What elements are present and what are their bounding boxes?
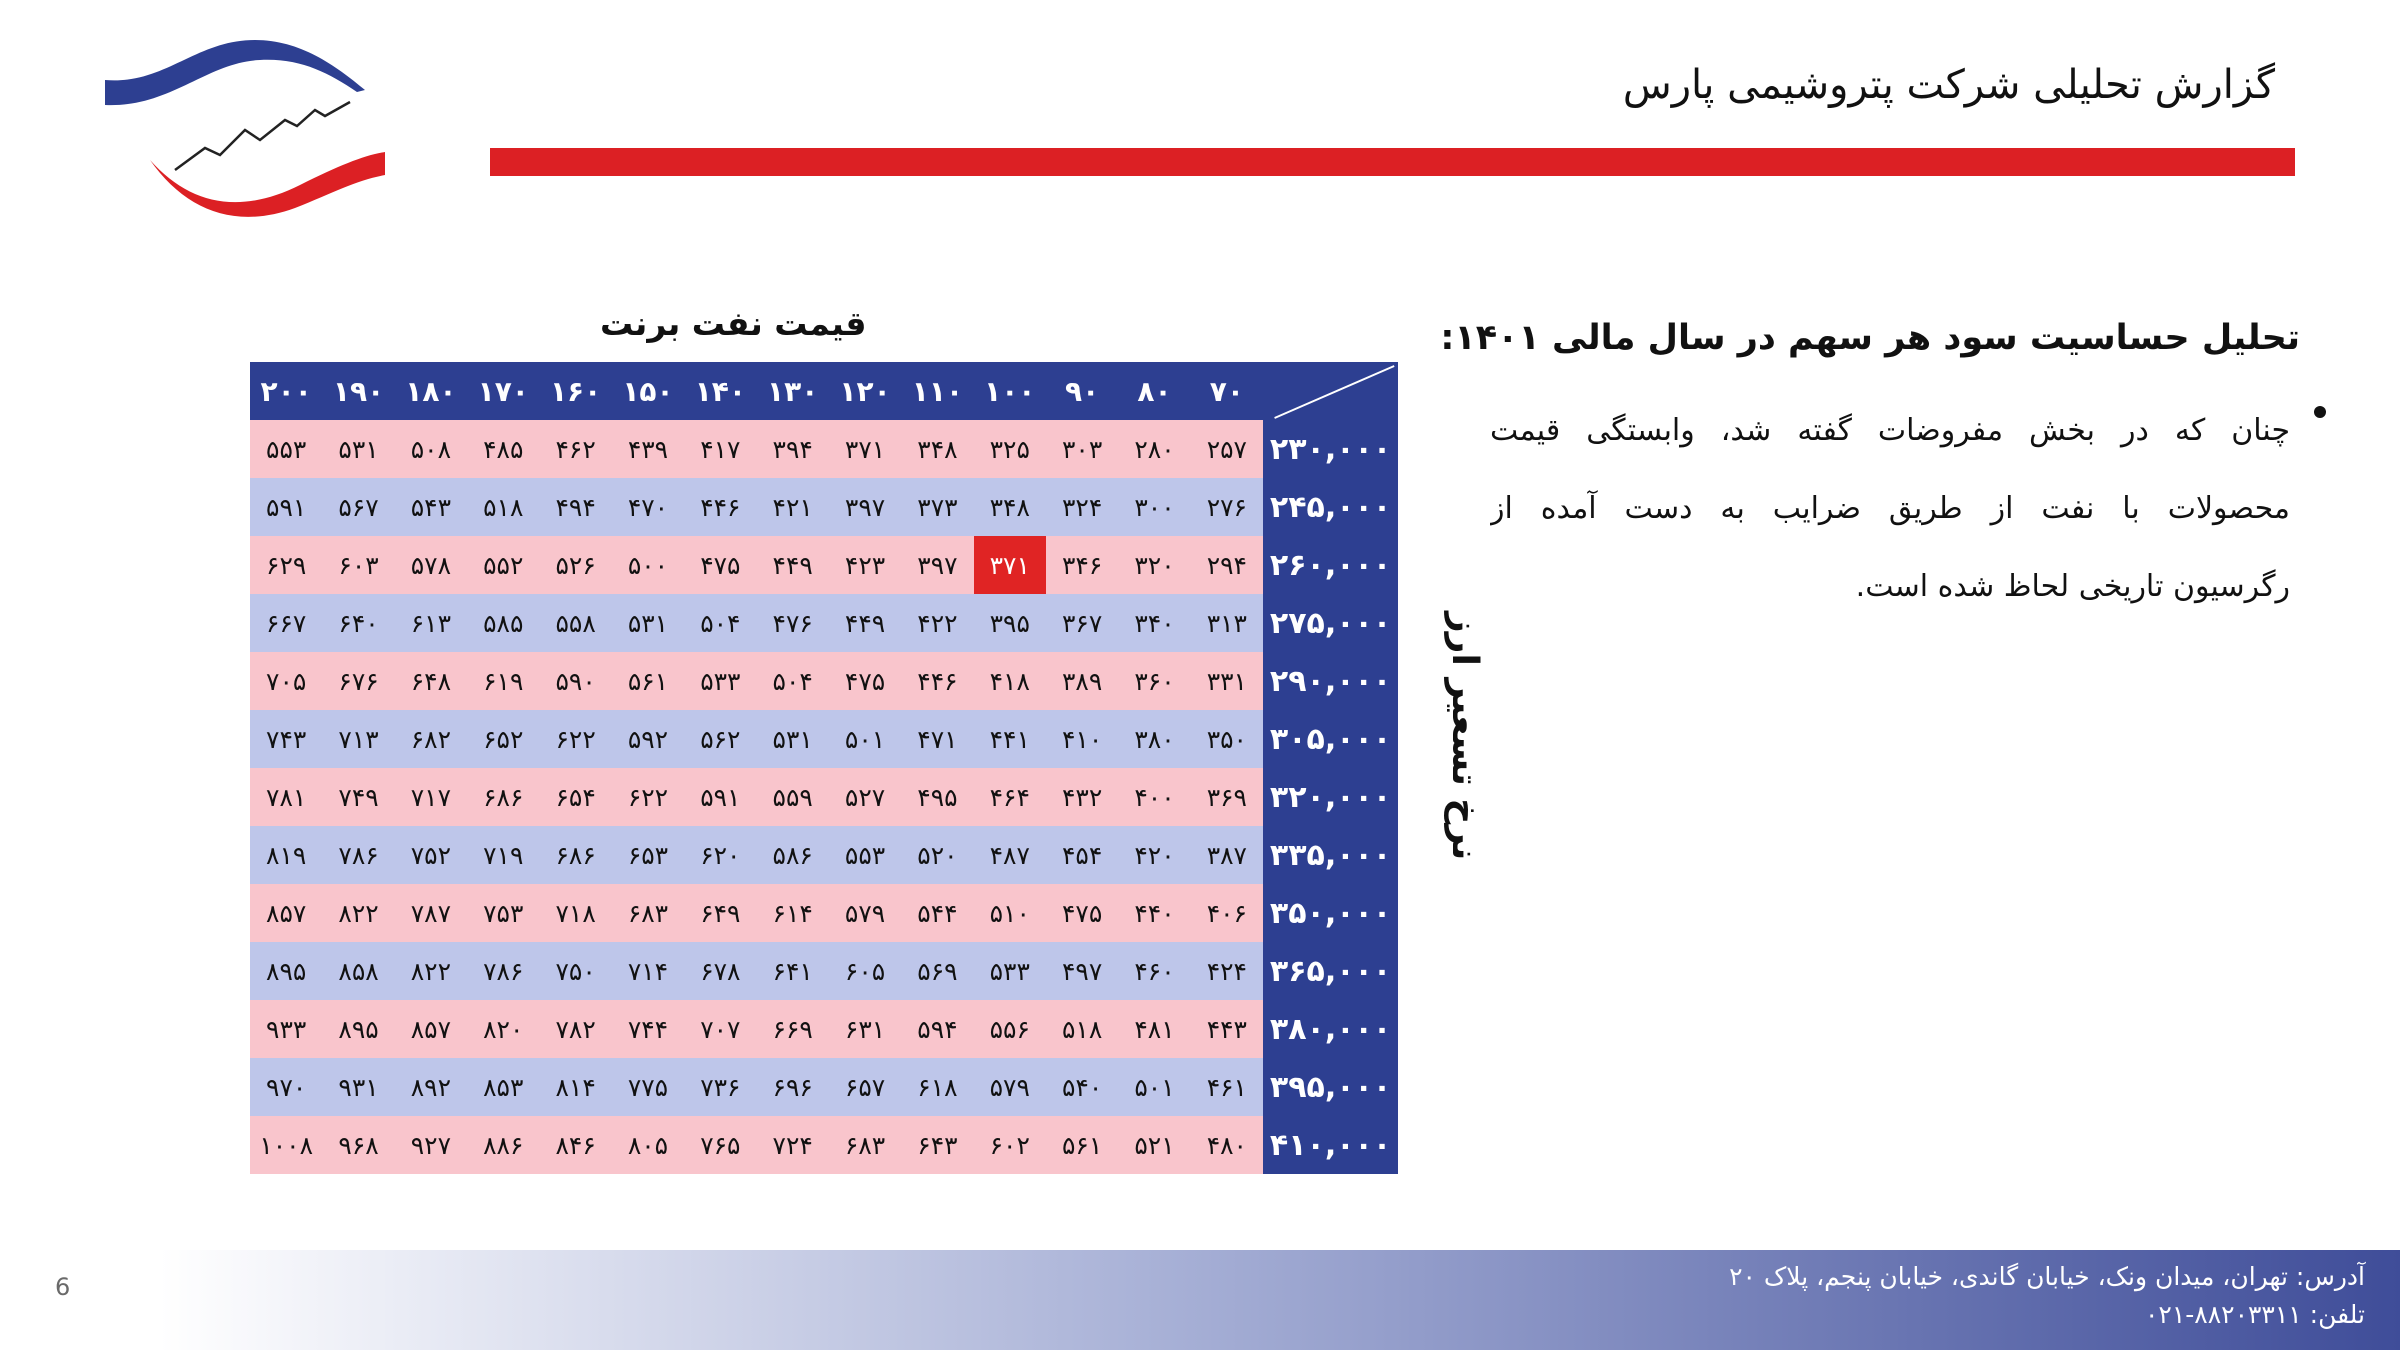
table-cell: ۳۹۵: [974, 594, 1046, 652]
row-header: ۲۹۰,۰۰۰: [1263, 652, 1398, 710]
table-cell: ۳۵۰: [1191, 710, 1263, 768]
table-cell: ۶۴۳: [901, 1116, 973, 1174]
table-cell: ۳۴۶: [1046, 536, 1118, 594]
table-cell: ۸۸۶: [467, 1116, 539, 1174]
column-axis-label: قیمت نفت برنت: [600, 304, 867, 343]
column-header: ۲۰۰: [250, 362, 322, 420]
row-header: ۲۷۵,۰۰۰: [1263, 594, 1398, 652]
table-cell: ۳۸۹: [1046, 652, 1118, 710]
bullet-line-3: رگرسیون تاریخی لحاظ شده است.: [1855, 569, 2290, 604]
table-cell: ۴۷۶: [757, 594, 829, 652]
table-cell: ۴۰۰: [1118, 768, 1190, 826]
table-cell: ۷۸۶: [322, 826, 394, 884]
table-cell: ۷۲۴: [757, 1116, 829, 1174]
table-cell: ۳۷۱: [829, 420, 901, 478]
table-cell: ۶۳۱: [829, 1000, 901, 1058]
table-cell: ۵۲۱: [1118, 1116, 1190, 1174]
column-header: ۱۷۰: [467, 362, 539, 420]
table-cell: ۵۹۱: [684, 768, 756, 826]
row-header: ۳۹۵,۰۰۰: [1263, 1058, 1398, 1116]
table-cell: ۴۲۳: [829, 536, 901, 594]
header-red-bar: [490, 148, 2295, 176]
table-cell: ۵۹۰: [539, 652, 611, 710]
table-cell: ۹۲۷: [395, 1116, 467, 1174]
table-cell: ۵۴۳: [395, 478, 467, 536]
table-cell: ۵۵۲: [467, 536, 539, 594]
row-header: ۲۶۰,۰۰۰: [1263, 536, 1398, 594]
bullet-icon: [2314, 406, 2326, 418]
table-cell: ۳۶۷: [1046, 594, 1118, 652]
company-logo: [95, 30, 385, 220]
table-cell: ۷۰۵: [250, 652, 322, 710]
table-cell: ۶۵۲: [467, 710, 539, 768]
column-header: ۸۰: [1118, 362, 1190, 420]
row-header: ۳۰۵,۰۰۰: [1263, 710, 1398, 768]
table-cell: ۳۲۴: [1046, 478, 1118, 536]
table-cell: ۴۳۹: [612, 420, 684, 478]
table-cell: ۴۲۰: [1118, 826, 1190, 884]
table-cell: ۶۸۶: [467, 768, 539, 826]
column-header: ۱۱۰: [901, 362, 973, 420]
table-cell: ۷۵۳: [467, 884, 539, 942]
table-cell: ۵۹۱: [250, 478, 322, 536]
table-cell: ۸۵۸: [322, 942, 394, 1000]
table-cell: ۵۹۲: [612, 710, 684, 768]
table-cell: ۴۱۰: [1046, 710, 1118, 768]
section-heading: تحلیل حساسیت سود هر سهم در سال مالی ۱۴۰۱:: [1440, 318, 2300, 358]
row-header: ۴۱۰,۰۰۰: [1263, 1116, 1398, 1174]
table-cell: ۶۹۶: [757, 1058, 829, 1116]
table-cell: ۲۹۴: [1191, 536, 1263, 594]
table-cell: ۶۰۲: [974, 1116, 1046, 1174]
row-header: ۲۳۰,۰۰۰: [1263, 420, 1398, 478]
table-cell: ۶۶۷: [250, 594, 322, 652]
table-cell: ۳۹۷: [901, 536, 973, 594]
table-cell: ۳۸۷: [1191, 826, 1263, 884]
table-cell: ۷۷۵: [612, 1058, 684, 1116]
table-cell: ۶۴۸: [395, 652, 467, 710]
table-cell: ۴۱۸: [974, 652, 1046, 710]
table-row: [250, 478, 1398, 536]
table-row: [250, 768, 1398, 826]
logo-blue-wave: [105, 40, 365, 105]
table-cell: ۳۰۰: [1118, 478, 1190, 536]
table-cell: ۵۰۸: [395, 420, 467, 478]
table-cell: ۵۵۸: [539, 594, 611, 652]
table-cell: ۵۶۹: [901, 942, 973, 1000]
table-cell: ۶۱۴: [757, 884, 829, 942]
row-header: ۳۲۰,۰۰۰: [1263, 768, 1398, 826]
table-cell: ۶۵۷: [829, 1058, 901, 1116]
table-cell: ۶۱۳: [395, 594, 467, 652]
table-row: [250, 942, 1398, 1000]
table-cell: ۴۶۰: [1118, 942, 1190, 1000]
table-cell: ۵۴۴: [901, 884, 973, 942]
table-cell: ۴۴۹: [829, 594, 901, 652]
table-cell: ۴۴۶: [901, 652, 973, 710]
table-cell: ۵۰۰: [612, 536, 684, 594]
table-cell: ۷۱۳: [322, 710, 394, 768]
table-row: [250, 594, 1398, 652]
table-cell: ۶۱۸: [901, 1058, 973, 1116]
table-cell: ۳۲۰: [1118, 536, 1190, 594]
table-cell: ۴۷۵: [829, 652, 901, 710]
table-cell: ۵۲۰: [901, 826, 973, 884]
table-cell: ۸۵۷: [395, 1000, 467, 1058]
table-cell: ۶۸۶: [539, 826, 611, 884]
bullet-line-2: محصولات با نفت از طریق ضرایب به دست آمده از: [1490, 491, 2290, 526]
table-row: [250, 710, 1398, 768]
table-cell: ۷۸۷: [395, 884, 467, 942]
table-cell: ۶۰۵: [829, 942, 901, 1000]
table-cell: ۶۷۶: [322, 652, 394, 710]
table-cell: ۳۶۰: [1118, 652, 1190, 710]
table-cell: ۶۸۳: [829, 1116, 901, 1174]
table-cell: ۵۵۳: [829, 826, 901, 884]
table-cell: ۵۱۸: [1046, 1000, 1118, 1058]
bullet-paragraph: [1490, 392, 2290, 626]
table-cell: ۷۸۶: [467, 942, 539, 1000]
table-cell: ۸۲۲: [322, 884, 394, 942]
table-cell: ۳۹۴: [757, 420, 829, 478]
table-cell: ۴۷۱: [901, 710, 973, 768]
footer-phone: تلفن: ۸۸۲۰۳۳۱۱-۰۲۱: [2144, 1300, 2365, 1329]
table-cell: ۴۷۵: [684, 536, 756, 594]
row-header: ۳۵۰,۰۰۰: [1263, 884, 1398, 942]
table-cell: ۵۰۱: [1118, 1058, 1190, 1116]
table-cell: ۳۱۳: [1191, 594, 1263, 652]
table-cell: ۶۵۴: [539, 768, 611, 826]
table-cell: ۵۲۶: [539, 536, 611, 594]
table-cell: ۴۲۴: [1191, 942, 1263, 1000]
highlighted-cell: ۳۷۱: [974, 536, 1046, 594]
table-cell: ۵۶۱: [1046, 1116, 1118, 1174]
table-cell: ۴۶۲: [539, 420, 611, 478]
column-header: ۱۳۰: [757, 362, 829, 420]
table-cell: ۵۴۰: [1046, 1058, 1118, 1116]
table-cell: ۵۸۵: [467, 594, 539, 652]
column-header: ۱۶۰: [539, 362, 611, 420]
table-cell: ۴۲۲: [901, 594, 973, 652]
table-cell: ۸۲۲: [395, 942, 467, 1000]
table-cell: ۵۹۴: [901, 1000, 973, 1058]
table-cell: ۵۰۴: [757, 652, 829, 710]
table-cell: ۵۳۱: [757, 710, 829, 768]
table-cell: ۴۲۱: [757, 478, 829, 536]
table-cell: ۲۷۶: [1191, 478, 1263, 536]
table-cell: ۷۴۹: [322, 768, 394, 826]
table-cell: ۱۰۰۸: [250, 1116, 322, 1174]
table-header-row: [250, 362, 1398, 420]
table-cell: ۷۵۰: [539, 942, 611, 1000]
table-cell: ۴۴۰: [1118, 884, 1190, 942]
table-cell: ۵۳۳: [684, 652, 756, 710]
table-cell: ۷۰۷: [684, 1000, 756, 1058]
table-cell: ۶۸۲: [395, 710, 467, 768]
table-cell: ۵۳۳: [974, 942, 1046, 1000]
sensitivity-table: [250, 362, 1398, 1174]
table-cell: ۹۷۰: [250, 1058, 322, 1116]
column-header: ۹۰: [1046, 362, 1118, 420]
table-cell: ۶۲۲: [539, 710, 611, 768]
table-row: [250, 652, 1398, 710]
table-cell: ۷۸۱: [250, 768, 322, 826]
table-cell: ۴۴۳: [1191, 1000, 1263, 1058]
table-cell: ۷۶۵: [684, 1116, 756, 1174]
footer-contact: [1729, 1258, 2365, 1334]
table-row: [250, 1058, 1398, 1116]
table-cell: ۳۴۰: [1118, 594, 1190, 652]
row-axis-label: نرخ تسعیر ارز: [1444, 611, 1485, 860]
table-cell: ۶۰۳: [322, 536, 394, 594]
table-cell: ۸۱۴: [539, 1058, 611, 1116]
table-cell: ۶۵۳: [612, 826, 684, 884]
table-cell: ۵۰۱: [829, 710, 901, 768]
table-cell: ۳۲۵: [974, 420, 1046, 478]
table-cell: ۴۷۵: [1046, 884, 1118, 942]
table-row: [250, 536, 1398, 594]
table-cell: ۴۹۵: [901, 768, 973, 826]
table-cell: ۵۳۱: [612, 594, 684, 652]
column-header: ۷۰: [1191, 362, 1263, 420]
table-cell: ۴۳۲: [1046, 768, 1118, 826]
table-cell: ۳۶۹: [1191, 768, 1263, 826]
table-cell: ۵۵۶: [974, 1000, 1046, 1058]
table-cell: ۵۱۰: [974, 884, 1046, 942]
table-cell: ۴۴۶: [684, 478, 756, 536]
table-cell: ۲۵۷: [1191, 420, 1263, 478]
table-cell: ۷۱۷: [395, 768, 467, 826]
table-cell: ۶۱۹: [467, 652, 539, 710]
table-cell: ۸۹۵: [250, 942, 322, 1000]
table-row: [250, 420, 1398, 478]
table-cell: ۵۵۹: [757, 768, 829, 826]
column-header: ۱۹۰: [322, 362, 394, 420]
table-cell: ۴۵۴: [1046, 826, 1118, 884]
table-cell: ۴۴۹: [757, 536, 829, 594]
table-cell: ۷۱۸: [539, 884, 611, 942]
column-header: ۱۴۰: [684, 362, 756, 420]
table-cell: ۵۶۱: [612, 652, 684, 710]
logo-trend-line: [175, 102, 350, 170]
table-cell: ۴۸۷: [974, 826, 1046, 884]
table-cell: ۹۶۸: [322, 1116, 394, 1174]
table-cell: ۴۰۶: [1191, 884, 1263, 942]
table-cell: ۸۹۲: [395, 1058, 467, 1116]
table-cell: ۵۶۲: [684, 710, 756, 768]
column-header: ۱۲۰: [829, 362, 901, 420]
footer-address: آدرس: تهران، میدان ونک، خیابان گاندی، خیابان پنجم، پلاک ۲۰: [1729, 1262, 2365, 1291]
table-cell: ۵۳۱: [322, 420, 394, 478]
column-header: ۱۸۰: [395, 362, 467, 420]
table-cell: ۳۳۱: [1191, 652, 1263, 710]
column-header: ۱۵۰: [612, 362, 684, 420]
table-cell: ۷۴۴: [612, 1000, 684, 1058]
table-cell: ۶۸۳: [612, 884, 684, 942]
table-cell: ۲۸۰: [1118, 420, 1190, 478]
table-row: [250, 1000, 1398, 1058]
table-cell: ۶۴۰: [322, 594, 394, 652]
table-cell: ۴۸۱: [1118, 1000, 1190, 1058]
table-cell: ۵۷۹: [829, 884, 901, 942]
table-cell: ۳۴۸: [974, 478, 1046, 536]
table-cell: ۷۳۶: [684, 1058, 756, 1116]
table-cell: ۳۹۷: [829, 478, 901, 536]
row-header: ۲۴۵,۰۰۰: [1263, 478, 1398, 536]
table-cell: ۴۶۴: [974, 768, 1046, 826]
table-cell: ۶۶۹: [757, 1000, 829, 1058]
column-header: ۱۰۰: [974, 362, 1046, 420]
table-cell: ۸۵۳: [467, 1058, 539, 1116]
table-cell: ۵۵۳: [250, 420, 322, 478]
row-header: ۳۸۰,۰۰۰: [1263, 1000, 1398, 1058]
row-header: ۳۳۵,۰۰۰: [1263, 826, 1398, 884]
table-cell: ۴۸۰: [1191, 1116, 1263, 1174]
table-cell: ۴۸۵: [467, 420, 539, 478]
table-cell: ۴۹۴: [539, 478, 611, 536]
table-cell: ۴۹۷: [1046, 942, 1118, 1000]
table-cell: ۷۵۲: [395, 826, 467, 884]
table-cell: ۳۴۸: [901, 420, 973, 478]
table-cell: ۸۹۵: [322, 1000, 394, 1058]
table-cell: ۶۴۱: [757, 942, 829, 1000]
table-cell: ۷۱۴: [612, 942, 684, 1000]
table-cell: ۷۴۳: [250, 710, 322, 768]
table-cell: ۸۴۶: [539, 1116, 611, 1174]
table-cell: ۶۲۲: [612, 768, 684, 826]
table-cell: ۵۷۸: [395, 536, 467, 594]
table-row: [250, 826, 1398, 884]
table-cell: ۸۵۷: [250, 884, 322, 942]
table-cell: ۸۲۰: [467, 1000, 539, 1058]
table-cell: ۵۷۹: [974, 1058, 1046, 1116]
table-cell: ۴۴۱: [974, 710, 1046, 768]
table-cell: ۶۷۸: [684, 942, 756, 1000]
table-cell: ۵۶۷: [322, 478, 394, 536]
table-cell: ۹۳۳: [250, 1000, 322, 1058]
bullet-line-1: چنان که در بخش مفروضات گفته شد، وابستگی قیمت: [1490, 413, 2290, 448]
row-header: ۳۶۵,۰۰۰: [1263, 942, 1398, 1000]
table-cell: ۳۰۳: [1046, 420, 1118, 478]
table-corner: [1263, 362, 1398, 420]
table-row: [250, 884, 1398, 942]
report-title: گزارش تحلیلی شرکت پتروشیمی پارس: [1622, 62, 2275, 108]
table-cell: ۶۴۹: [684, 884, 756, 942]
table-cell: ۶۲۰: [684, 826, 756, 884]
table-cell: ۵۸۶: [757, 826, 829, 884]
table-cell: ۷۸۲: [539, 1000, 611, 1058]
table-cell: ۳۷۳: [901, 478, 973, 536]
table-cell: ۴۶۱: [1191, 1058, 1263, 1116]
table-cell: ۶۲۹: [250, 536, 322, 594]
table-row: [250, 1116, 1398, 1174]
table-cell: ۵۱۸: [467, 478, 539, 536]
table-cell: ۴۷۰: [612, 478, 684, 536]
page-number: 6: [55, 1273, 71, 1301]
table-cell: ۵۰۴: [684, 594, 756, 652]
table-cell: ۷۱۹: [467, 826, 539, 884]
table-cell: ۸۰۵: [612, 1116, 684, 1174]
table-cell: ۹۳۱: [322, 1058, 394, 1116]
table-cell: ۴۱۷: [684, 420, 756, 478]
table-cell: ۳۸۰: [1118, 710, 1190, 768]
table-cell: ۸۱۹: [250, 826, 322, 884]
table-cell: ۵۲۷: [829, 768, 901, 826]
